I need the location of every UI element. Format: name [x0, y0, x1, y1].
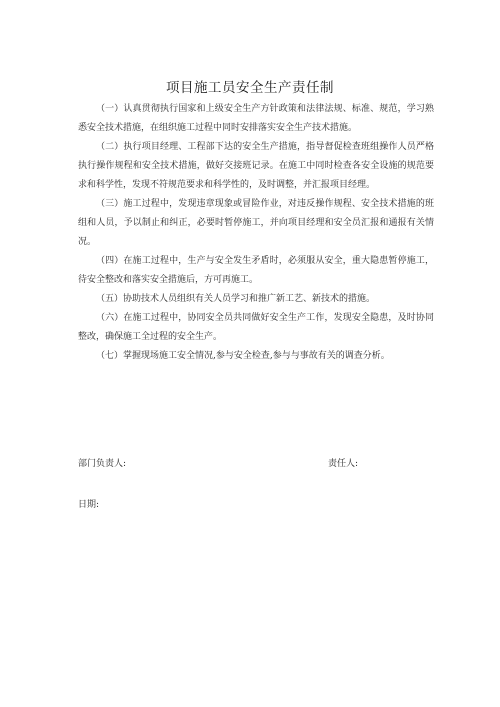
dept-head-label: 部门负责人:: [78, 459, 127, 469]
clause-7: （七）掌握现场施工安全情况,参与安全检查,参与与事故有关的调查分析。: [96, 351, 390, 361]
document-title: 项目施工员安全生产责任制: [166, 80, 334, 96]
clause-4: （四）在施工过程中，生产与安全发生矛盾时，必须服从安全，重大隐患暂停施工，待安全整改和落实安全措施后，方可再施工。: [78, 256, 434, 285]
clause-3: （三）施工过程中，发现违章现象或冒险作业，对违反操作规程、安全技术措施的班组和人员，予以制止和纠正，必要时暂停施工，并向项目经理和安全员汇报和通报有关情况。: [78, 199, 434, 247]
document-body: [78, 100, 434, 366]
date-label: 日期:: [78, 500, 100, 510]
clause-2: （二）执行项目经理、工程部下达的安全生产措施，指导督促检查班组操作人员严格执行操作规程和安全技术措施，做好交接班记录。在施工中同时检查各安全设施的规范要求和科学性，发现不符规范要求和科学性的，及时调整，并汇报项目经理。: [78, 142, 434, 190]
clause-6: （六）在施工过程中，协同安全员共同做好安全生产工作，发现安全隐患，及时协同整改，确保施工全过程的安全生产。: [78, 313, 434, 342]
clause-5: （五）协助技术人员组织有关人员学习和推广新工艺、新技术的措施。: [96, 294, 376, 304]
clause-1: （一）认真贯彻执行国家和上级安全生产方针政策和法律法规、标准、规范，学习熟悉安全技术措施，在组织施工过程中同时安排落实安全生产技术措施。: [78, 104, 434, 133]
responsible-person-label: 责任人:: [328, 459, 359, 469]
